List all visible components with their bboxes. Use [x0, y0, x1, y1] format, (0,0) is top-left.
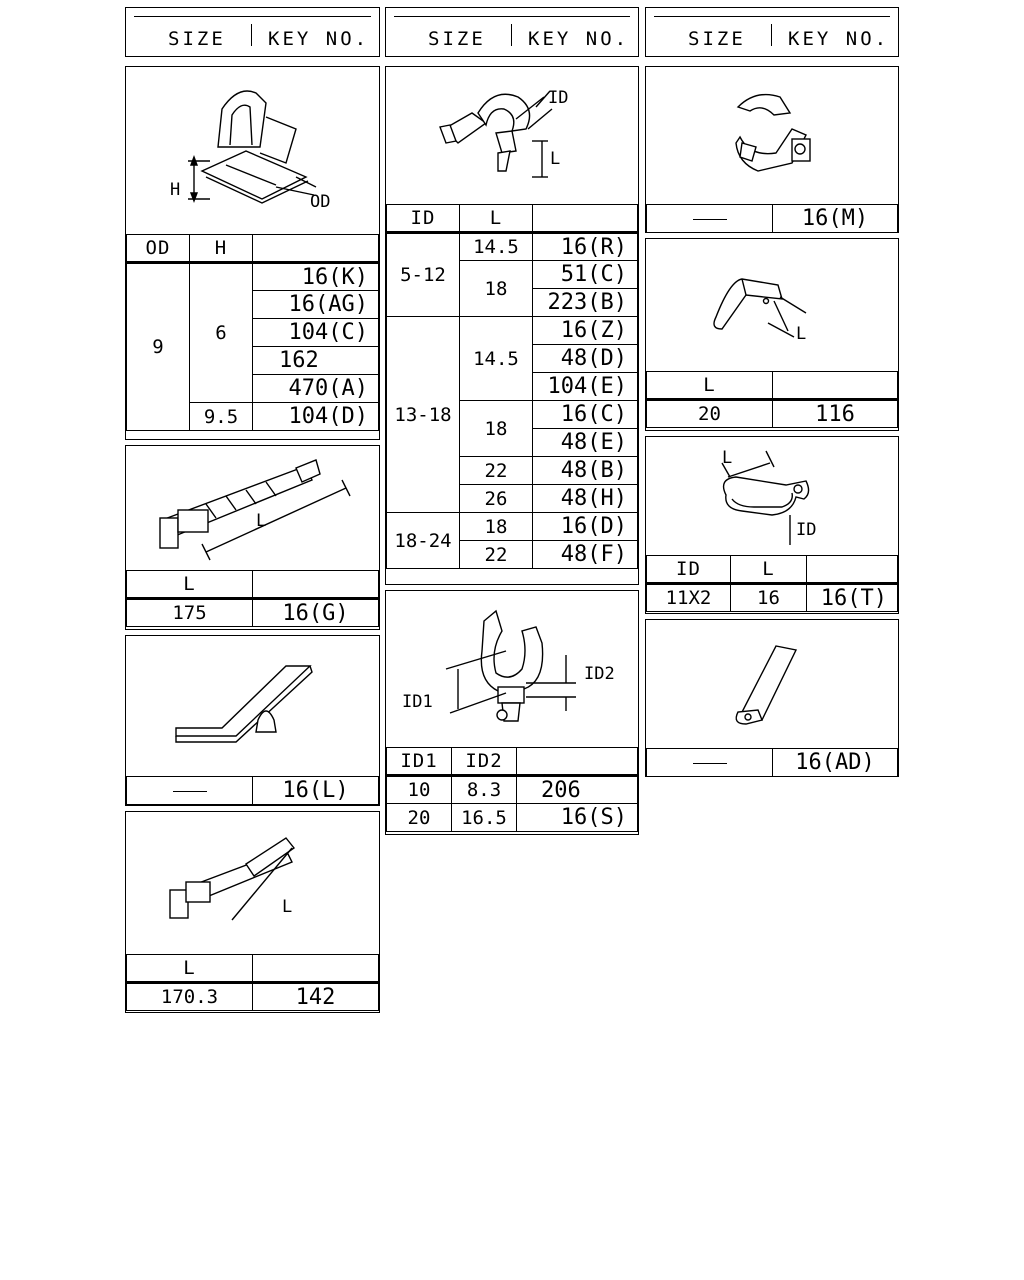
key-no-label: KEY NO. [268, 28, 370, 50]
key-value: 104(D) [253, 403, 379, 431]
id2-value: 16.5 [452, 804, 517, 832]
pipe-clamp-table [386, 204, 638, 569]
key-value: 116 [773, 400, 898, 428]
key-value: 104(C) [253, 319, 379, 347]
key-value: 48(F) [533, 541, 638, 569]
key-value: 16(AG) [253, 291, 379, 319]
l-value: 22 [460, 457, 533, 485]
header-col-1 [125, 7, 380, 57]
key-value: 16(M) [773, 205, 898, 233]
id1-label: ID1 [402, 692, 433, 712]
col-key [253, 235, 379, 263]
col-id1: ID1 [387, 748, 452, 776]
pipe-clamp-drawing [386, 67, 638, 205]
key-value: 16(L) [253, 777, 379, 805]
col-id: ID [387, 205, 460, 233]
od-label: OD [310, 192, 331, 212]
panel-cable-tie-170 [125, 811, 380, 1013]
id-label: ID [548, 88, 569, 108]
size-value [647, 749, 773, 777]
size-value [647, 205, 773, 233]
l-value: 14.5 [460, 317, 533, 401]
key-value: 162 [253, 347, 379, 375]
col-l: L [460, 205, 533, 233]
key-value: 48(H) [533, 485, 638, 513]
key-value: 16(K) [253, 263, 379, 291]
id1-value: 10 [387, 776, 452, 804]
key-no-label: KEY NO. [528, 28, 630, 50]
l-value: 26 [460, 485, 533, 513]
cable-tie-170-table [126, 954, 379, 1011]
col-l: L [127, 571, 253, 599]
key-value: 48(D) [533, 345, 638, 373]
id-value: 5-12 [387, 233, 460, 317]
panel-p-clamp [645, 436, 899, 614]
col-key [253, 571, 379, 599]
id1-value: 20 [387, 804, 452, 832]
l-value: 175 [127, 599, 253, 627]
l-value: 18 [460, 261, 533, 317]
panel-clip-m [645, 66, 899, 233]
col-key [773, 372, 898, 400]
col-l: L [647, 372, 773, 400]
key-value: 51(C) [533, 261, 638, 289]
h-value: 6 [190, 263, 253, 403]
l-value: 18 [460, 513, 533, 541]
size-label: SIZE [428, 28, 486, 50]
key-value: 16(C) [533, 401, 638, 429]
key-value: 16(AD) [773, 749, 898, 777]
l-value: 16 [731, 584, 807, 612]
col-key [253, 955, 379, 983]
key-value: 16(D) [533, 513, 638, 541]
key-value: 48(E) [533, 429, 638, 457]
p-clamp-drawing [646, 437, 898, 555]
key-value: 206 [517, 776, 638, 804]
col-key [517, 748, 638, 776]
l-label: L [256, 511, 267, 531]
panel-push-clip [125, 66, 380, 440]
col-l: L [127, 955, 253, 983]
key-value: 16(T) [807, 584, 898, 612]
size-value [127, 777, 253, 805]
key-value: 223(B) [533, 289, 638, 317]
panel-pipe-clamp [385, 66, 639, 585]
col-h: H [190, 235, 253, 263]
spring-clip-drawing [646, 239, 898, 371]
col-id2: ID2 [452, 748, 517, 776]
panel-cable-tie-175 [125, 445, 380, 630]
strap-table [126, 776, 379, 805]
clip-m-drawing [646, 67, 898, 204]
col-key [533, 205, 638, 233]
panel-spring-clip [645, 238, 899, 431]
panel-bracket [645, 619, 899, 777]
l-label: L [722, 448, 733, 468]
l-label: L [796, 324, 807, 344]
l-value: 22 [460, 541, 533, 569]
spring-clip-table [646, 371, 898, 428]
h-value: 9.5 [190, 403, 253, 431]
header-col-2 [385, 7, 639, 57]
key-value: 16(R) [533, 233, 638, 261]
id2-value: 8.3 [452, 776, 517, 804]
size-label: SIZE [168, 28, 226, 50]
l-value: 14.5 [460, 233, 533, 261]
cable-tie-175-table [126, 570, 379, 627]
push-clip-table [126, 234, 379, 431]
id-value: 11X2 [647, 584, 731, 612]
col-od: OD [127, 235, 190, 263]
key-value: 104(E) [533, 373, 638, 401]
dash-mark [173, 791, 207, 792]
key-value: 48(B) [533, 457, 638, 485]
clip-m-table [646, 204, 898, 233]
push-clip-drawing [126, 67, 379, 237]
size-label: SIZE [688, 28, 746, 50]
bracket-drawing [646, 620, 898, 748]
col-l: L [731, 556, 807, 584]
key-value: 16(G) [253, 599, 379, 627]
double-clip-drawing [386, 591, 638, 747]
l-value: 18 [460, 401, 533, 457]
strap-drawing [126, 636, 379, 776]
col-key [807, 556, 898, 584]
key-value: 16(S) [517, 804, 638, 832]
col-id: ID [647, 556, 731, 584]
cable-tie-drawing [126, 446, 379, 570]
dash-mark [693, 219, 727, 220]
key-value: 470(A) [253, 375, 379, 403]
bracket-table [646, 748, 898, 777]
h-label: H [170, 180, 181, 200]
l-label: L [550, 149, 561, 169]
cable-tie-long-drawing [126, 812, 379, 954]
panel-strap [125, 635, 380, 806]
id-label: ID [796, 520, 817, 540]
l-value: 20 [647, 400, 773, 428]
l-value: 170.3 [127, 983, 253, 1011]
id-value: 13-18 [387, 317, 460, 513]
id-value: 18-24 [387, 513, 460, 569]
l-label: L [282, 897, 293, 917]
key-value: 16(Z) [533, 317, 638, 345]
double-clip-table [386, 747, 638, 832]
id2-label: ID2 [584, 664, 615, 684]
header-col-3 [645, 7, 899, 57]
panel-double-clip [385, 590, 639, 835]
od-value: 9 [127, 263, 190, 431]
key-value: 142 [253, 983, 379, 1011]
key-no-label: KEY NO. [788, 28, 890, 50]
dash-mark [693, 763, 727, 764]
p-clamp-table [646, 555, 898, 612]
